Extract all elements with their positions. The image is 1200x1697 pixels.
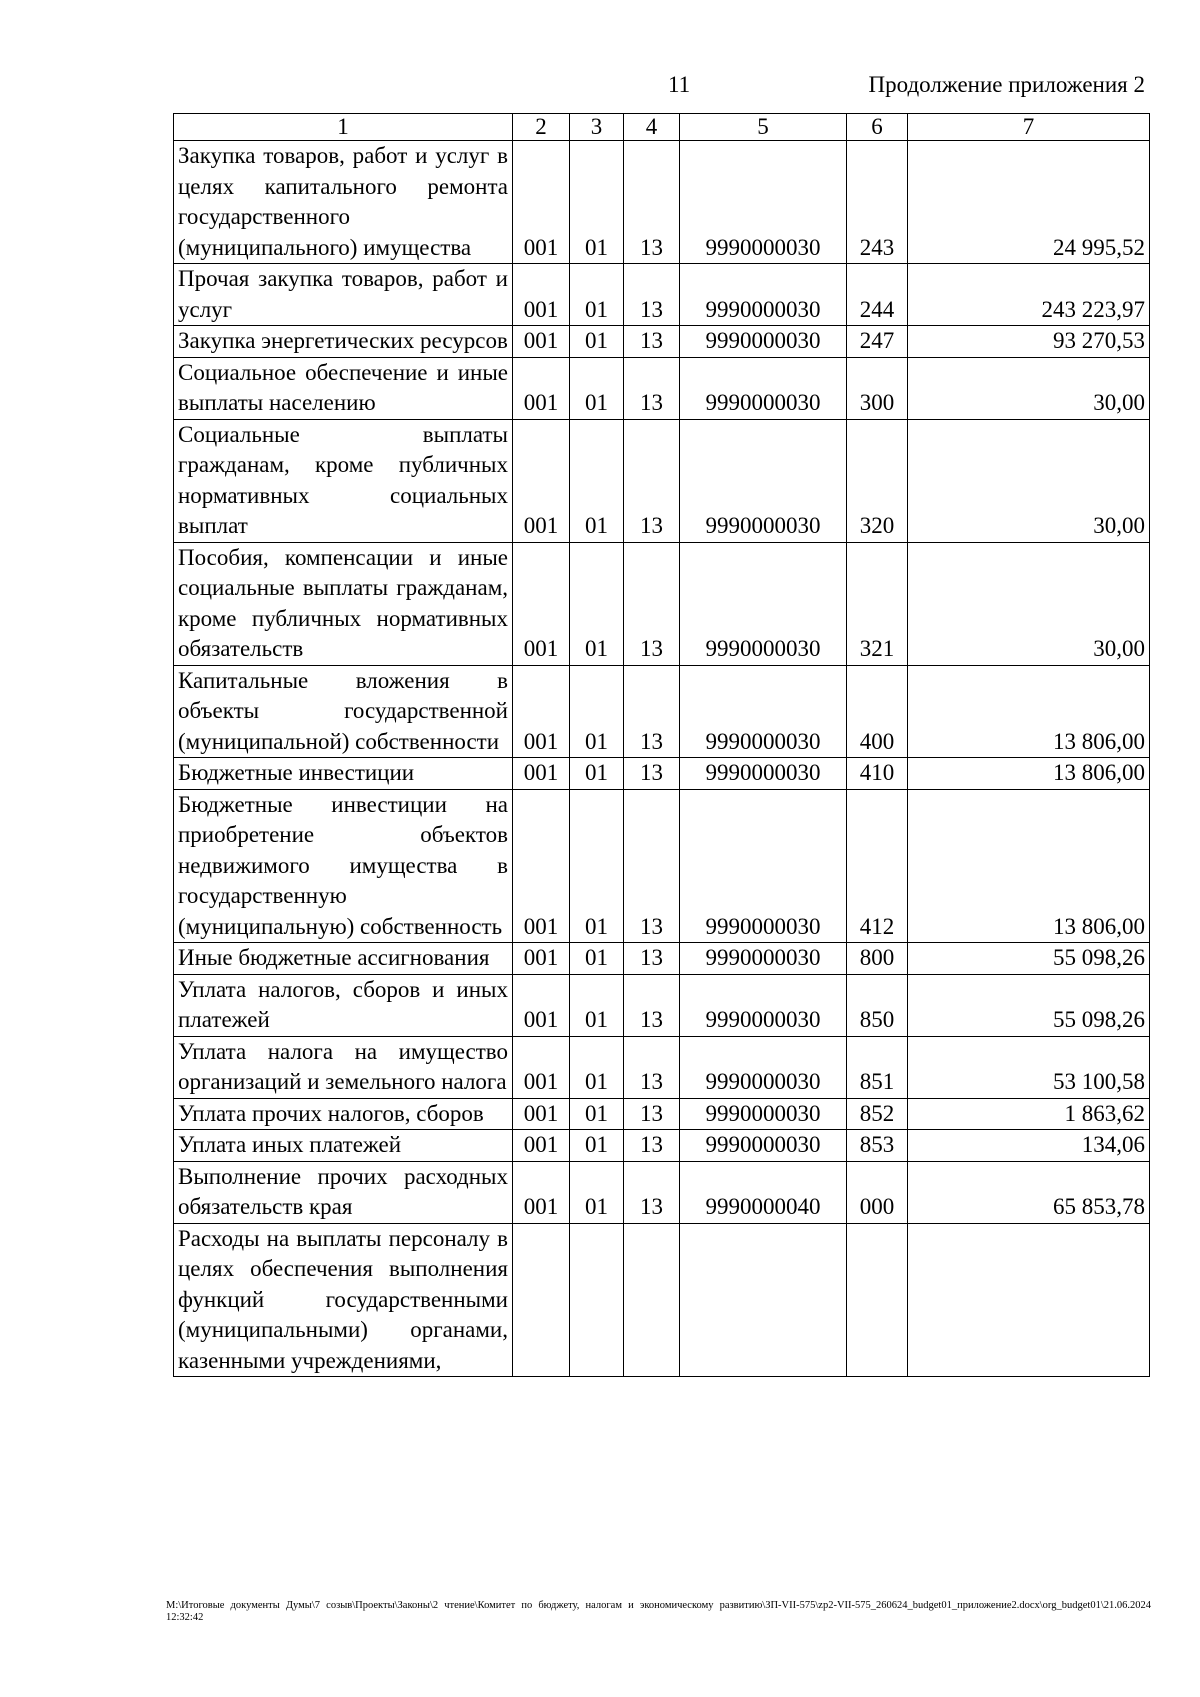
cell-col4: 13 [624,789,680,943]
cell-name: Уплата прочих налогов, сборов [174,1098,513,1130]
cell-col2: 001 [513,1036,570,1098]
column-header: 5 [680,114,847,141]
cell-name: Прочая закупка товаров, работ и услуг [174,264,513,326]
table-row [174,357,1150,419]
cell-col3: 01 [570,419,624,542]
cell-col5 [680,1223,847,1377]
page-number: 11 [668,72,691,97]
cell-name: Закупка энергетических ресурсов [174,326,513,358]
cell-col2: 001 [513,357,570,419]
cell-col5: 9990000030 [680,1130,847,1162]
cell-col5: 9990000030 [680,789,847,943]
table-row [174,974,1150,1036]
cell-amount: 13 806,00 [908,789,1150,943]
cell-col3: 01 [570,1161,624,1223]
cell-amount: 13 806,00 [908,665,1150,758]
cell-col2: 001 [513,1098,570,1130]
cell-col6: 300 [847,357,908,419]
cell-col3: 01 [570,1098,624,1130]
cell-col6: 000 [847,1161,908,1223]
cell-name: Социальное обеспечение и иные выплаты населению [174,357,513,419]
cell-col6: 850 [847,974,908,1036]
table-row [174,542,1150,665]
cell-amount [908,1223,1150,1377]
cell-name: Иные бюджетные ассигнования [174,943,513,975]
cell-col6: 243 [847,141,908,264]
cell-name: Капитальные вложения в объекты государственной (муниципальной) собственности [174,665,513,758]
column-header: 4 [624,114,680,141]
cell-col2: 001 [513,943,570,975]
cell-col6: 412 [847,789,908,943]
cell-amount: 55 098,26 [908,974,1150,1036]
cell-col3: 01 [570,974,624,1036]
cell-col6: 853 [847,1130,908,1162]
cell-amount: 30,00 [908,419,1150,542]
cell-col2: 001 [513,1130,570,1162]
cell-col5: 9990000030 [680,141,847,264]
cell-name: Расходы на выплаты персоналу в целях обеспечения выполнения функций государственными (муниципальными) органами, казенными учреждениями, [174,1223,513,1377]
cell-col4: 13 [624,542,680,665]
cell-col2: 001 [513,419,570,542]
table-row [174,264,1150,326]
cell-col2: 001 [513,758,570,790]
table-row [174,1130,1150,1162]
cell-col3: 01 [570,789,624,943]
cell-col6: 400 [847,665,908,758]
cell-col3: 01 [570,141,624,264]
cell-col6: 851 [847,1036,908,1098]
cell-col3: 01 [570,943,624,975]
cell-col5: 9990000030 [680,758,847,790]
table-row [174,1161,1150,1223]
budget-table [173,113,1150,1377]
table-row [174,1036,1150,1098]
cell-col4: 13 [624,1036,680,1098]
cell-col4: 13 [624,141,680,264]
cell-col6: 800 [847,943,908,975]
column-header: 6 [847,114,908,141]
cell-col4: 13 [624,758,680,790]
file-path-footer: M:\Итоговые документы Думы\7 созыв\Проекты\Законы\2 чтение\Комитет по бюджету, налогам и экономическому развитию\ЗП-VII-575\zp2-VII-575_260624_budget01_приложение2.docx\org_budget01\21.06.2024 12:32:42 [166,1600,1151,1623]
cell-amount: 53 100,58 [908,1036,1150,1098]
cell-name: Пособия, компенсации и иные социальные выплаты гражданам, кроме публичных нормативных обязательств [174,542,513,665]
cell-col4: 13 [624,326,680,358]
table-row [174,1098,1150,1130]
cell-col3: 01 [570,1036,624,1098]
cell-col3: 01 [570,665,624,758]
cell-col3: 01 [570,542,624,665]
cell-amount: 93 270,53 [908,326,1150,358]
cell-col4: 13 [624,264,680,326]
cell-name: Социальные выплаты гражданам, кроме публичных нормативных социальных выплат [174,419,513,542]
table-row [174,758,1150,790]
table-row [174,943,1150,975]
cell-col6: 244 [847,264,908,326]
cell-col5: 9990000030 [680,419,847,542]
table-row [174,141,1150,264]
cell-col5: 9990000030 [680,326,847,358]
cell-col4: 13 [624,665,680,758]
table-row [174,1223,1150,1377]
cell-amount: 1 863,62 [908,1098,1150,1130]
continuation-label: Продолжение приложения 2 [868,72,1145,97]
cell-col6 [847,1223,908,1377]
cell-amount: 65 853,78 [908,1161,1150,1223]
cell-col5: 9990000030 [680,264,847,326]
cell-col4 [624,1223,680,1377]
cell-col5: 9990000030 [680,1036,847,1098]
cell-col2: 001 [513,974,570,1036]
cell-col2: 001 [513,264,570,326]
column-header: 7 [908,114,1150,141]
cell-amount: 243 223,97 [908,264,1150,326]
cell-name: Закупка товаров, работ и услуг в целях капитального ремонта государственного (муниципального) имущества [174,141,513,264]
cell-name: Выполнение прочих расходных обязательств края [174,1161,513,1223]
cell-col4: 13 [624,974,680,1036]
cell-col5: 9990000030 [680,943,847,975]
cell-col6: 321 [847,542,908,665]
table-row [174,326,1150,358]
table-row [174,665,1150,758]
cell-col3: 01 [570,357,624,419]
cell-col2: 001 [513,789,570,943]
cell-col2: 001 [513,1161,570,1223]
cell-col2: 001 [513,141,570,264]
table-row [174,789,1150,943]
column-header: 2 [513,114,570,141]
cell-col6: 852 [847,1098,908,1130]
cell-amount: 13 806,00 [908,758,1150,790]
cell-amount: 24 995,52 [908,141,1150,264]
cell-col2: 001 [513,665,570,758]
cell-col6: 410 [847,758,908,790]
cell-col6: 320 [847,419,908,542]
table-body [174,141,1150,1377]
cell-col2 [513,1223,570,1377]
cell-col5: 9990000030 [680,665,847,758]
cell-col2: 001 [513,326,570,358]
cell-col3: 01 [570,1130,624,1162]
header-row [174,114,1150,141]
cell-name: Уплата иных платежей [174,1130,513,1162]
cell-col3 [570,1223,624,1377]
table-row [174,419,1150,542]
cell-col4: 13 [624,419,680,542]
cell-amount: 30,00 [908,357,1150,419]
cell-col5: 9990000030 [680,1098,847,1130]
cell-col2: 001 [513,542,570,665]
cell-col4: 13 [624,357,680,419]
cell-col4: 13 [624,1098,680,1130]
cell-name: Уплата налогов, сборов и иных платежей [174,974,513,1036]
cell-col5: 9990000030 [680,542,847,665]
cell-col5: 9990000030 [680,357,847,419]
column-header: 1 [174,114,513,141]
cell-col6: 247 [847,326,908,358]
cell-col3: 01 [570,326,624,358]
cell-col3: 01 [570,264,624,326]
cell-col3: 01 [570,758,624,790]
cell-amount: 30,00 [908,542,1150,665]
cell-name: Бюджетные инвестиции [174,758,513,790]
cell-name: Уплата налога на имущество организаций и земельного налога [174,1036,513,1098]
cell-col4: 13 [624,1130,680,1162]
cell-col5: 9990000040 [680,1161,847,1223]
cell-amount: 134,06 [908,1130,1150,1162]
cell-name: Бюджетные инвестиции на приобретение объектов недвижимого имущества в государственную (муниципальную) собственность [174,789,513,943]
cell-col4: 13 [624,1161,680,1223]
cell-col4: 13 [624,943,680,975]
column-header: 3 [570,114,624,141]
cell-amount: 55 098,26 [908,943,1150,975]
cell-col5: 9990000030 [680,974,847,1036]
